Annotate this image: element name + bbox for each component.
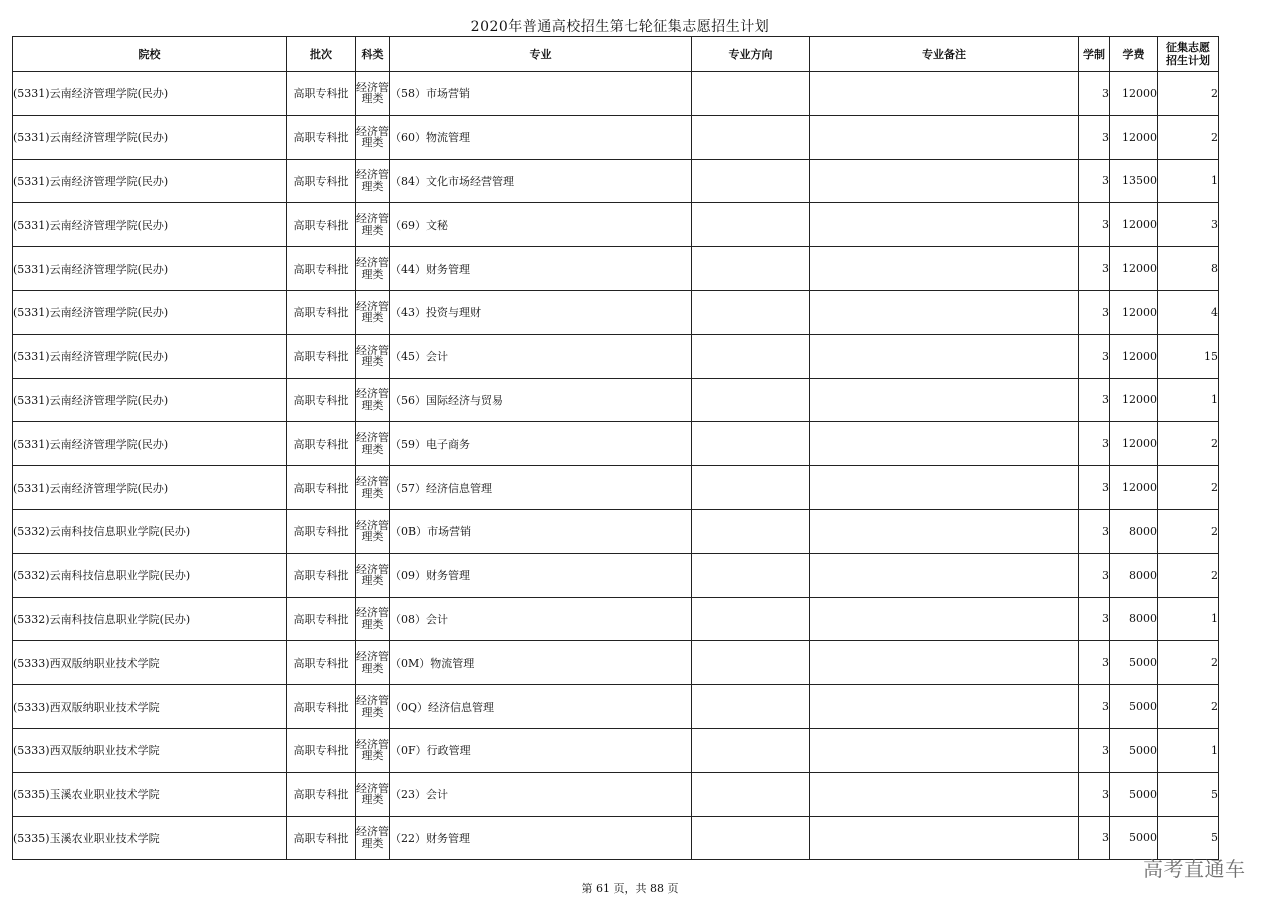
cell-batch: 高职专科批 bbox=[287, 378, 356, 422]
cell-tuition: 12000 bbox=[1110, 290, 1158, 334]
cell-major: （45）会计 bbox=[390, 334, 692, 378]
cell-category: 经济管理类 bbox=[356, 378, 390, 422]
cell-remark bbox=[810, 816, 1079, 860]
cell-remark bbox=[810, 422, 1079, 466]
header-plan-line1: 征集志愿 bbox=[1166, 41, 1210, 54]
cell-school: (5332)云南科技信息职业学院(民办) bbox=[13, 597, 287, 641]
cell-major: （0B）市场营销 bbox=[390, 509, 692, 553]
cell-plan: 2 bbox=[1158, 115, 1219, 159]
cell-major: （09）财务管理 bbox=[390, 553, 692, 597]
cell-remark bbox=[810, 685, 1079, 729]
cell-remark bbox=[810, 334, 1079, 378]
cell-direction bbox=[692, 597, 810, 641]
cell-remark bbox=[810, 597, 1079, 641]
cell-duration: 3 bbox=[1079, 203, 1110, 247]
cell-plan: 2 bbox=[1158, 641, 1219, 685]
cell-school: (5331)云南经济管理学院(民办) bbox=[13, 466, 287, 510]
cell-major: （57）经济信息管理 bbox=[390, 466, 692, 510]
table-header bbox=[13, 37, 1219, 72]
header-duration: 学制 bbox=[1079, 37, 1110, 72]
cell-plan: 2 bbox=[1158, 553, 1219, 597]
cell-batch: 高职专科批 bbox=[287, 334, 356, 378]
cell-duration: 3 bbox=[1079, 334, 1110, 378]
cell-direction bbox=[692, 247, 810, 291]
cell-duration: 3 bbox=[1079, 553, 1110, 597]
cell-tuition: 8000 bbox=[1110, 509, 1158, 553]
cell-tuition: 5000 bbox=[1110, 641, 1158, 685]
cell-duration: 3 bbox=[1079, 378, 1110, 422]
cell-direction bbox=[692, 466, 810, 510]
header-school: 院校 bbox=[13, 37, 287, 72]
table-row bbox=[13, 290, 1219, 334]
cell-remark bbox=[810, 509, 1079, 553]
table-row bbox=[13, 334, 1219, 378]
table-row bbox=[13, 685, 1219, 729]
cell-plan: 1 bbox=[1158, 597, 1219, 641]
cell-direction bbox=[692, 816, 810, 860]
cell-remark bbox=[810, 203, 1079, 247]
cell-category: 经济管理类 bbox=[356, 553, 390, 597]
cell-plan: 2 bbox=[1158, 422, 1219, 466]
cell-duration: 3 bbox=[1079, 422, 1110, 466]
cell-plan: 1 bbox=[1158, 728, 1219, 772]
cell-tuition: 8000 bbox=[1110, 553, 1158, 597]
cell-major: （59）电子商务 bbox=[390, 422, 692, 466]
cell-school: (5332)云南科技信息职业学院(民办) bbox=[13, 553, 287, 597]
cell-school: (5331)云南经济管理学院(民办) bbox=[13, 203, 287, 247]
cell-tuition: 5000 bbox=[1110, 772, 1158, 816]
cell-category: 经济管理类 bbox=[356, 247, 390, 291]
cell-plan: 2 bbox=[1158, 466, 1219, 510]
cell-batch: 高职专科批 bbox=[287, 466, 356, 510]
cell-batch: 高职专科批 bbox=[287, 685, 356, 729]
page-title: 2020年普通高校招生第七轮征集志愿招生计划 bbox=[470, 19, 770, 35]
cell-plan: 2 bbox=[1158, 72, 1219, 116]
table-row bbox=[13, 159, 1219, 203]
cell-duration: 3 bbox=[1079, 115, 1110, 159]
header-tuition: 学费 bbox=[1110, 37, 1158, 72]
watermark: 高考直通车 bbox=[1143, 857, 1246, 881]
header-plan-line2: 招生计划 bbox=[1166, 54, 1210, 67]
cell-plan: 1 bbox=[1158, 378, 1219, 422]
cell-plan: 5 bbox=[1158, 772, 1219, 816]
cell-batch: 高职专科批 bbox=[287, 509, 356, 553]
cell-batch: 高职专科批 bbox=[287, 203, 356, 247]
cell-major: （23）会计 bbox=[390, 772, 692, 816]
table-row bbox=[13, 816, 1219, 860]
cell-duration: 3 bbox=[1079, 159, 1110, 203]
cell-duration: 3 bbox=[1079, 816, 1110, 860]
cell-category: 经济管理类 bbox=[356, 466, 390, 510]
page-footer: 第 61 页，共 88 页 bbox=[581, 882, 679, 895]
cell-category: 经济管理类 bbox=[356, 685, 390, 729]
cell-tuition: 12000 bbox=[1110, 378, 1158, 422]
cell-category: 经济管理类 bbox=[356, 816, 390, 860]
cell-school: (5333)西双版纳职业技术学院 bbox=[13, 685, 287, 729]
cell-direction bbox=[692, 509, 810, 553]
cell-direction bbox=[692, 422, 810, 466]
cell-school: (5331)云南经济管理学院(民办) bbox=[13, 378, 287, 422]
cell-major: （43）投资与理财 bbox=[390, 290, 692, 334]
cell-direction bbox=[692, 772, 810, 816]
table-row bbox=[13, 772, 1219, 816]
cell-duration: 3 bbox=[1079, 290, 1110, 334]
cell-batch: 高职专科批 bbox=[287, 247, 356, 291]
cell-duration: 3 bbox=[1079, 72, 1110, 116]
cell-batch: 高职专科批 bbox=[287, 115, 356, 159]
cell-remark bbox=[810, 72, 1079, 116]
cell-batch: 高职专科批 bbox=[287, 422, 356, 466]
cell-tuition: 13500 bbox=[1110, 159, 1158, 203]
table-row bbox=[13, 728, 1219, 772]
enrollment-plan-table bbox=[12, 36, 1219, 860]
table-row bbox=[13, 72, 1219, 116]
cell-major: （84）文化市场经营管理 bbox=[390, 159, 692, 203]
cell-school: (5331)云南经济管理学院(民办) bbox=[13, 422, 287, 466]
cell-direction bbox=[692, 378, 810, 422]
cell-direction bbox=[692, 159, 810, 203]
header-remark: 专业备注 bbox=[810, 37, 1079, 72]
cell-category: 经济管理类 bbox=[356, 159, 390, 203]
cell-direction bbox=[692, 290, 810, 334]
cell-direction bbox=[692, 728, 810, 772]
cell-tuition: 12000 bbox=[1110, 247, 1158, 291]
cell-duration: 3 bbox=[1079, 597, 1110, 641]
cell-remark bbox=[810, 247, 1079, 291]
cell-remark bbox=[810, 466, 1079, 510]
cell-category: 经济管理类 bbox=[356, 641, 390, 685]
cell-duration: 3 bbox=[1079, 772, 1110, 816]
cell-tuition: 12000 bbox=[1110, 203, 1158, 247]
cell-duration: 3 bbox=[1079, 247, 1110, 291]
cell-duration: 3 bbox=[1079, 641, 1110, 685]
header-major: 专业 bbox=[390, 37, 692, 72]
table-row bbox=[13, 247, 1219, 291]
cell-major: （0Q）经济信息管理 bbox=[390, 685, 692, 729]
cell-tuition: 5000 bbox=[1110, 728, 1158, 772]
cell-batch: 高职专科批 bbox=[287, 728, 356, 772]
cell-category: 经济管理类 bbox=[356, 290, 390, 334]
cell-duration: 3 bbox=[1079, 466, 1110, 510]
cell-school: (5331)云南经济管理学院(民办) bbox=[13, 334, 287, 378]
cell-direction bbox=[692, 115, 810, 159]
cell-major: （60）物流管理 bbox=[390, 115, 692, 159]
table-body bbox=[13, 72, 1219, 860]
table-row bbox=[13, 641, 1219, 685]
cell-school: (5331)云南经济管理学院(民办) bbox=[13, 72, 287, 116]
cell-remark bbox=[810, 728, 1079, 772]
cell-plan: 5 bbox=[1158, 816, 1219, 860]
cell-remark bbox=[810, 290, 1079, 334]
cell-batch: 高职专科批 bbox=[287, 772, 356, 816]
table-row bbox=[13, 115, 1219, 159]
cell-school: (5335)玉溪农业职业技术学院 bbox=[13, 816, 287, 860]
cell-batch: 高职专科批 bbox=[287, 816, 356, 860]
header-plan bbox=[1158, 37, 1219, 72]
header-batch: 批次 bbox=[287, 37, 356, 72]
cell-plan: 3 bbox=[1158, 203, 1219, 247]
cell-remark bbox=[810, 641, 1079, 685]
cell-school: (5333)西双版纳职业技术学院 bbox=[13, 641, 287, 685]
table-row bbox=[13, 422, 1219, 466]
cell-major: （0M）物流管理 bbox=[390, 641, 692, 685]
cell-batch: 高职专科批 bbox=[287, 553, 356, 597]
cell-category: 经济管理类 bbox=[356, 772, 390, 816]
cell-batch: 高职专科批 bbox=[287, 641, 356, 685]
cell-tuition: 12000 bbox=[1110, 422, 1158, 466]
header-row bbox=[13, 37, 1219, 72]
cell-major: （0F）行政管理 bbox=[390, 728, 692, 772]
cell-tuition: 12000 bbox=[1110, 72, 1158, 116]
cell-major: （58）市场营销 bbox=[390, 72, 692, 116]
table-row bbox=[13, 466, 1219, 510]
table-row bbox=[13, 378, 1219, 422]
cell-school: (5331)云南经济管理学院(民办) bbox=[13, 159, 287, 203]
cell-major: （69）文秘 bbox=[390, 203, 692, 247]
cell-batch: 高职专科批 bbox=[287, 72, 356, 116]
table-row bbox=[13, 597, 1219, 641]
cell-direction bbox=[692, 72, 810, 116]
cell-duration: 3 bbox=[1079, 509, 1110, 553]
table-row bbox=[13, 553, 1219, 597]
cell-plan: 1 bbox=[1158, 159, 1219, 203]
cell-batch: 高职专科批 bbox=[287, 597, 356, 641]
cell-category: 经济管理类 bbox=[356, 203, 390, 247]
cell-school: (5331)云南经济管理学院(民办) bbox=[13, 290, 287, 334]
cell-remark bbox=[810, 378, 1079, 422]
cell-plan: 2 bbox=[1158, 509, 1219, 553]
cell-major: （56）国际经济与贸易 bbox=[390, 378, 692, 422]
cell-major: （08）会计 bbox=[390, 597, 692, 641]
cell-school: (5331)云南经济管理学院(民办) bbox=[13, 115, 287, 159]
cell-major: （22）财务管理 bbox=[390, 816, 692, 860]
cell-plan: 8 bbox=[1158, 247, 1219, 291]
header-category: 科类 bbox=[356, 37, 390, 72]
cell-tuition: 5000 bbox=[1110, 685, 1158, 729]
cell-plan: 2 bbox=[1158, 685, 1219, 729]
cell-duration: 3 bbox=[1079, 685, 1110, 729]
cell-direction bbox=[692, 641, 810, 685]
cell-direction bbox=[692, 203, 810, 247]
cell-batch: 高职专科批 bbox=[287, 290, 356, 334]
cell-duration: 3 bbox=[1079, 728, 1110, 772]
cell-remark bbox=[810, 772, 1079, 816]
cell-tuition: 12000 bbox=[1110, 334, 1158, 378]
cell-direction bbox=[692, 553, 810, 597]
cell-tuition: 5000 bbox=[1110, 816, 1158, 860]
cell-school: (5335)玉溪农业职业技术学院 bbox=[13, 772, 287, 816]
cell-direction bbox=[692, 334, 810, 378]
cell-remark bbox=[810, 115, 1079, 159]
cell-batch: 高职专科批 bbox=[287, 159, 356, 203]
cell-major: （44）财务管理 bbox=[390, 247, 692, 291]
cell-tuition: 12000 bbox=[1110, 466, 1158, 510]
cell-category: 经济管理类 bbox=[356, 509, 390, 553]
cell-category: 经济管理类 bbox=[356, 422, 390, 466]
table-row bbox=[13, 203, 1219, 247]
cell-remark bbox=[810, 159, 1079, 203]
header-direction: 专业方向 bbox=[692, 37, 810, 72]
cell-plan: 4 bbox=[1158, 290, 1219, 334]
cell-school: (5331)云南经济管理学院(民办) bbox=[13, 247, 287, 291]
cell-category: 经济管理类 bbox=[356, 115, 390, 159]
cell-school: (5332)云南科技信息职业学院(民办) bbox=[13, 509, 287, 553]
cell-category: 经济管理类 bbox=[356, 334, 390, 378]
cell-plan: 15 bbox=[1158, 334, 1219, 378]
cell-tuition: 12000 bbox=[1110, 115, 1158, 159]
cell-category: 经济管理类 bbox=[356, 72, 390, 116]
cell-category: 经济管理类 bbox=[356, 728, 390, 772]
cell-direction bbox=[692, 685, 810, 729]
table-row bbox=[13, 509, 1219, 553]
cell-school: (5333)西双版纳职业技术学院 bbox=[13, 728, 287, 772]
cell-remark bbox=[810, 553, 1079, 597]
cell-category: 经济管理类 bbox=[356, 597, 390, 641]
cell-tuition: 8000 bbox=[1110, 597, 1158, 641]
